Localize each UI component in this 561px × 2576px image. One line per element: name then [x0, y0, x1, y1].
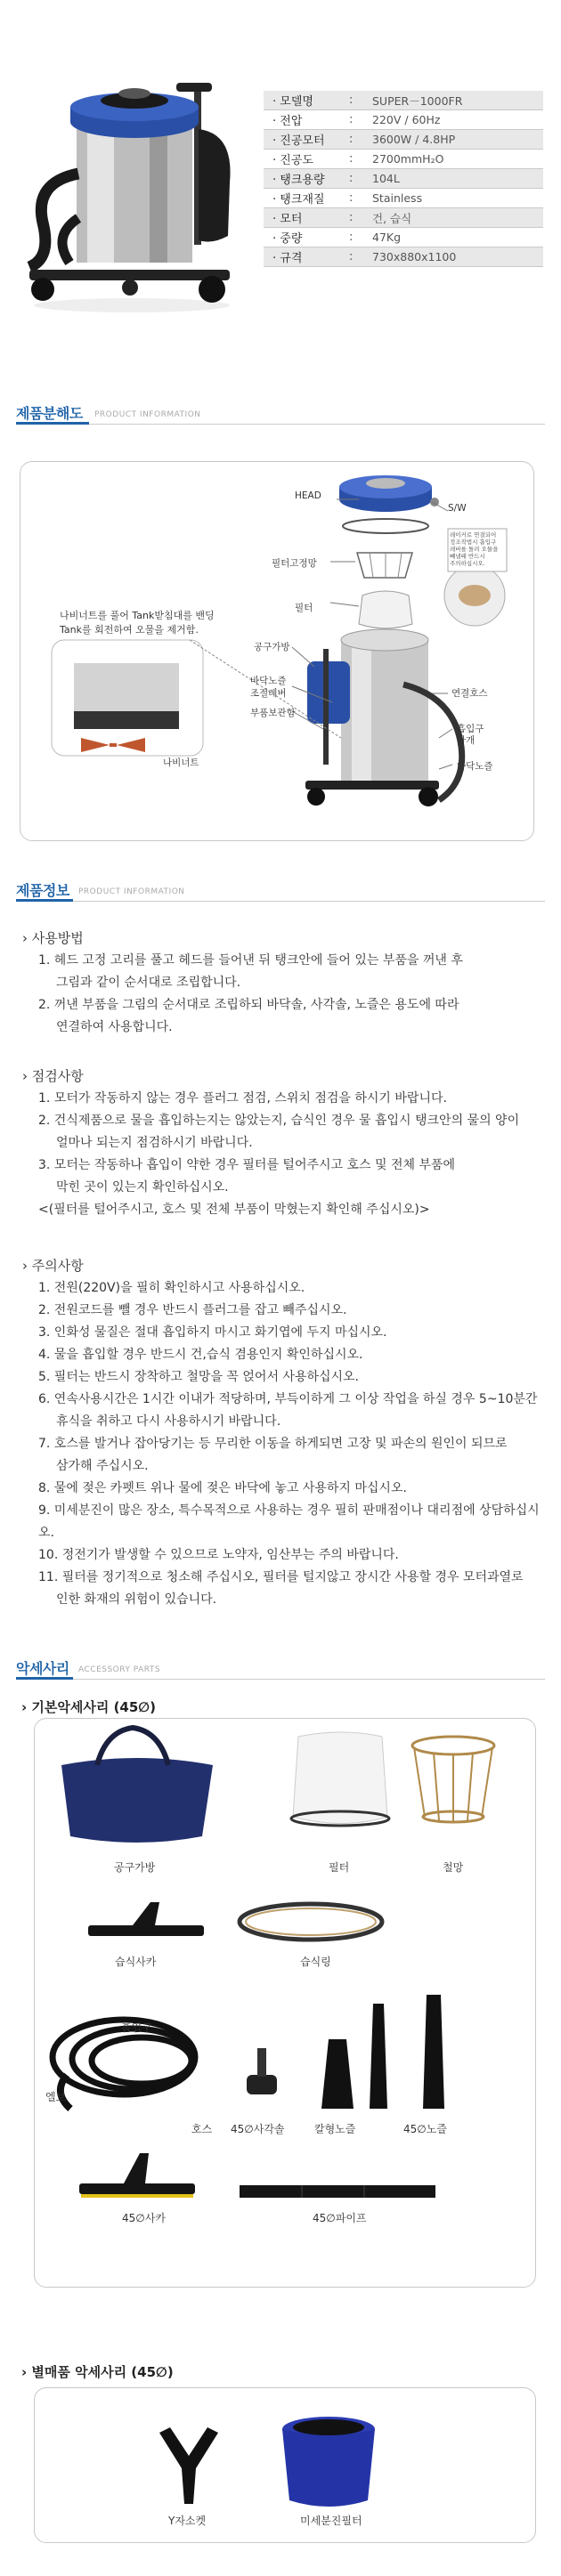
note-line-1: 나비너트를 풀어 Tank받침대를 밴딩 [60, 610, 215, 621]
label-filter: 필터 [329, 1861, 350, 1874]
spec-row: · 규격 : 730x880x1100 [264, 247, 543, 267]
spec-key: · 진공도 [272, 154, 313, 167]
spec-value: 2700mmH₂O [372, 152, 444, 166]
divider [16, 424, 545, 425]
label-switch: S/W [448, 503, 467, 514]
label-tool-bag: 공구가방 [114, 1861, 156, 1874]
check-item: 1. 모터가 작동하지 않는 경우 플러그 점검, 스위치 점검을 하시기 바랍니다. [38, 1091, 447, 1106]
basic-accessories-box [34, 1718, 536, 2288]
spec-value: 47Kg [372, 231, 402, 244]
label-hose: 호스 [191, 2123, 213, 2135]
callout-note [450, 531, 507, 567]
label-floor-nozzle: 바닥노즐 [457, 761, 493, 772]
label-filter: 필터 [295, 603, 313, 613]
spec-row: · 진공모터 : 3600W / 4.8HP [264, 130, 543, 150]
check-heading: › 점검사항 [22, 1068, 84, 1084]
label-square-brush: 45∅사각솔 [231, 2123, 285, 2135]
check-section [22, 1065, 548, 1221]
label-floor-lever-2: 조절레버 [250, 688, 287, 699]
spec-value: 730x880x1100 [372, 250, 457, 263]
optional-accessories-title: › 별매품 악세사리 (45∅) [21, 2364, 174, 2380]
spec-value: 104L [372, 172, 400, 185]
check-item: <(필터를 털어주시고, 호스 및 전체 부품이 막혔는지 확인해 주십시오)> [38, 1203, 430, 1217]
caution-heading: › 주의사항 [22, 1258, 84, 1274]
note-line-2: Tank를 회전하여 오물을 제거함. [60, 624, 199, 636]
spec-key: · 진공모터 [272, 134, 325, 148]
usage-heading: › 사용방법 [22, 930, 84, 946]
hero-machine-image [16, 67, 249, 318]
spec-key: · 모델명 [272, 95, 313, 109]
spec-key: · 규격 [272, 252, 303, 265]
caution-item: 인한 화재의 위험이 있습니다. [56, 1592, 217, 1607]
label-inlet-2: 마개 [457, 735, 476, 746]
spec-value: 220V / 60Hz [372, 113, 441, 126]
label-hose-connector: 연결호스 [451, 688, 488, 699]
spec-row: · 전압 : 220V / 60Hz [264, 110, 543, 130]
label-elbow: 엘보 [45, 2091, 67, 2103]
caution-item: 10. 정전기가 발생할 수 있으므로 노약자, 임산부는 주의 바랍니다. [38, 1548, 399, 1562]
optional-accessory-illustrations [35, 2388, 537, 2544]
caution-item: 1. 전원(220V)을 필히 확인하시고 사용하십시오. [38, 1281, 305, 1295]
label-45-pipe: 45∅파이프 [313, 2212, 367, 2224]
check-item: 막힌 곳이 있는지 확인하십시오. [56, 1180, 229, 1195]
basic-accessories-title: › 기본악세사리 (45∅) [21, 1699, 156, 1715]
label-crevice-nozzle: 칼형노즐 [314, 2123, 356, 2135]
section-title-diagram: 제품분해도 [16, 405, 83, 422]
usage-item: 그림과 같이 순서대로 조립합니다. [56, 976, 241, 990]
callout-line: 빼낼때 반드시 [450, 553, 485, 560]
section-subtitle-accessories: ACCESSORY PARTS [78, 1665, 161, 1674]
divider-accent [16, 1677, 73, 1680]
callout-line: 레이커로 연결되어 [450, 531, 497, 539]
label-filter-ring: 필터고정망 [272, 558, 317, 569]
caution-item: 9. 미세분진이 많은 장소, 특수목적으로 사용하는 경우 필히 판매점이나 대리점에 상담하십시오. [38, 1503, 540, 1540]
section-subtitle-info: PRODUCT INFORMATION [78, 887, 185, 896]
callout-line: 주의하십시오. [450, 560, 485, 567]
caution-item: 2. 전원코드를 뺄 경우 반드시 플러그를 잡고 빼주십시오. [38, 1303, 347, 1317]
label-butterfly-nut: 나비너트 [163, 757, 199, 768]
spec-value: 3600W / 4.8HP [372, 133, 456, 146]
section-title-info: 제품정보 [16, 882, 69, 899]
optional-accessories-box [34, 2387, 536, 2543]
caution-item: 5. 필터는 반드시 장착하고 철망을 꼭 얹어서 사용하십시오. [38, 1370, 360, 1384]
accessory-illustrations [35, 1719, 537, 2288]
spec-key: · 탱크재질 [272, 193, 325, 207]
spec-row: · 중량 : 47Kg [264, 228, 543, 247]
spec-row: · 모델명 : SUPER－1000FR [264, 91, 543, 110]
usage-item: 1. 헤드 고정 고리를 풀고 헤드를 들어낸 뒤 탱크안에 들어 있는 부품을 꺼낸 후 [38, 953, 463, 968]
spec-value: Stainless [372, 191, 423, 205]
label-wet-ring: 습식링 [300, 1956, 331, 1968]
exploded-diagram-box [20, 461, 534, 841]
spec-key: · 모터 [272, 213, 303, 226]
spec-value: 건, 습식 [372, 211, 412, 225]
section-title-accessories: 악세사리 [16, 1660, 69, 1677]
section-subtitle-diagram: PRODUCT INFORMATION [94, 410, 201, 419]
divider-accent [16, 899, 73, 902]
spec-key: · 탱크용량 [272, 174, 325, 187]
label-wet-squeegee: 습식사카 [115, 1956, 157, 1968]
caution-item: 3. 인화성 물질은 절대 흡입하지 마시고 화기엽에 두지 마십시오. [38, 1325, 387, 1340]
divider [16, 901, 545, 902]
usage-item: 2. 꺼낸 부품을 그림의 순서대로 조립하되 바닥솔, 사각솔, 노즐은 용도에 따라 [38, 998, 459, 1012]
caution-item: 6. 연속사용시간은 1시간 이내가 적당하며, 부득이하게 그 이상 작업을 하실 경우 5~10분간 [38, 1392, 538, 1406]
label-floor-lever-1: 바닥노즐 [250, 676, 287, 686]
caution-item: 11. 필터를 정기적으로 청소해 주십시오, 필터를 털지않고 장시간 사용할 경우 모터과열로 [38, 1570, 524, 1584]
spec-value: SUPER－1000FR [372, 93, 463, 108]
callout-line: 레버를 돌려 오물을 [450, 546, 499, 553]
label-inlet-1: 흡입구 [457, 724, 484, 734]
spec-row: · 진공도 : 2700mmH₂O [264, 150, 543, 169]
callout-line: 정조작법시 흡입구 [450, 539, 497, 546]
label-45-squeegee: 45∅사카 [122, 2212, 166, 2224]
caution-item: 8. 물에 젖은 카펫트 위나 물에 젖은 바닥에 놓고 사용하지 마십시오. [38, 1481, 407, 1495]
spec-row: · 모터 : 건, 습식 [264, 208, 543, 228]
label-tool-bag: 공구가방 [254, 642, 290, 652]
spec-table [264, 91, 543, 267]
label-accessory-holder: 부품보관함 [250, 708, 296, 718]
divider-accent [16, 422, 89, 425]
caution-item: 휴식을 취하고 다시 사용하시기 바랍니다. [56, 1414, 281, 1429]
spec-key: · 중량 [272, 232, 303, 246]
label-mesh: 철망 [443, 1861, 464, 1874]
check-item: 2. 건식제품으로 물을 흡입하는지는 않았는지, 습식인 경우 물 흡입시 탱크안의 물의 양이 [38, 1114, 520, 1128]
caution-item: 7. 호스를 발거나 잡아당기는 등 무리한 이동을 하게되면 고장 및 파손의 원인이 되므로 [38, 1437, 508, 1451]
caution-item: 삼가해 주십시오. [56, 1459, 149, 1473]
spec-key: · 전압 [272, 115, 303, 128]
label-inlet: 흡입구 [121, 2021, 152, 2034]
spec-row: · 탱크용량 : 104L [264, 169, 543, 189]
caution-item: 4. 물을 흡입할 경우 반드시 건,습식 겸용인지 확인하십시오. [38, 1348, 363, 1362]
label-fine-dust-filter: 미세분진필터 [300, 2515, 362, 2527]
label-y-socket: Y자소켓 [168, 2515, 207, 2527]
label-head: HEAD [295, 490, 321, 501]
check-item: 얼마나 되는지 점검하시기 바랍니다. [56, 1136, 253, 1150]
label-45-nozzle: 45∅노즐 [403, 2123, 447, 2135]
caution-section [22, 1255, 548, 1611]
check-item: 3. 모터는 작동하나 흡입이 약한 경우 필터를 털어주시고 호스 및 전체 부품에 [38, 1158, 456, 1172]
spec-row: · 탱크재질 : Stainless [264, 189, 543, 208]
divider [16, 1679, 545, 1680]
usage-section [22, 928, 548, 1039]
usage-item: 연결하여 사용합니다. [56, 1020, 173, 1034]
